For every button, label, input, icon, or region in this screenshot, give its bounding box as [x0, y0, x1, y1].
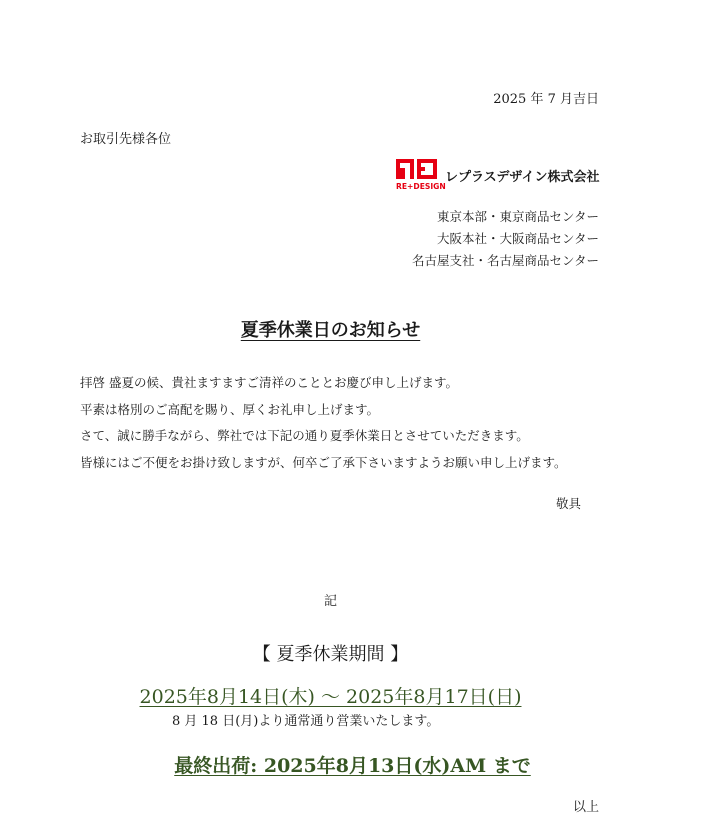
- office-item: 大阪本社・大阪商品センター: [436, 231, 599, 246]
- period-heading: 【 夏季休業期間 】: [252, 644, 409, 665]
- closing-keigu: 敬具: [555, 496, 581, 511]
- company-logo: [395, 158, 446, 192]
- body-paragraph: 平素は格別のご高配を賜り、厚くお礼申し上げます。: [80, 401, 380, 417]
- body-paragraph: さて、誠に勝手ながら、弊社では下記の通り夏季休業日とさせていただきます。: [80, 428, 529, 443]
- final-shipping: 最終出荷: 2025年8月13日(水)AM まで: [174, 755, 531, 777]
- company-name: レプラスデザイン株式会社: [445, 170, 600, 185]
- resume-notice: 8 月 18 日(月)より通常通り営業いたします。: [172, 714, 440, 729]
- letter-body: [80, 370, 567, 476]
- body-paragraph: 拝啓 盛夏の候、貴社ますますご清祥のこととお慶び申し上げます。: [80, 375, 458, 390]
- ki-mark: 記: [323, 594, 337, 609]
- addressee: お取引先様各位: [80, 132, 172, 147]
- office-item: 名古屋支社・名古屋商品センター: [411, 253, 599, 268]
- body-paragraph: 皆様にはご不便をお掛け致しますが、何卒ご了承下さいますようお願い申し上げます。: [80, 454, 567, 470]
- document-title: 夏季休業日のお知らせ: [240, 320, 421, 341]
- office-item: 東京本部・東京商品センター: [436, 209, 599, 224]
- office-list: [412, 206, 599, 272]
- svg-text:RE+DESIGN: RE+DESIGN: [396, 182, 446, 191]
- closing-ijo: 以上: [572, 800, 599, 815]
- issue-date: 2025 年 7 月吉日: [493, 92, 599, 107]
- holiday-dates: 2025年8月14日(木) ～ 2025年8月17日(日): [139, 686, 522, 708]
